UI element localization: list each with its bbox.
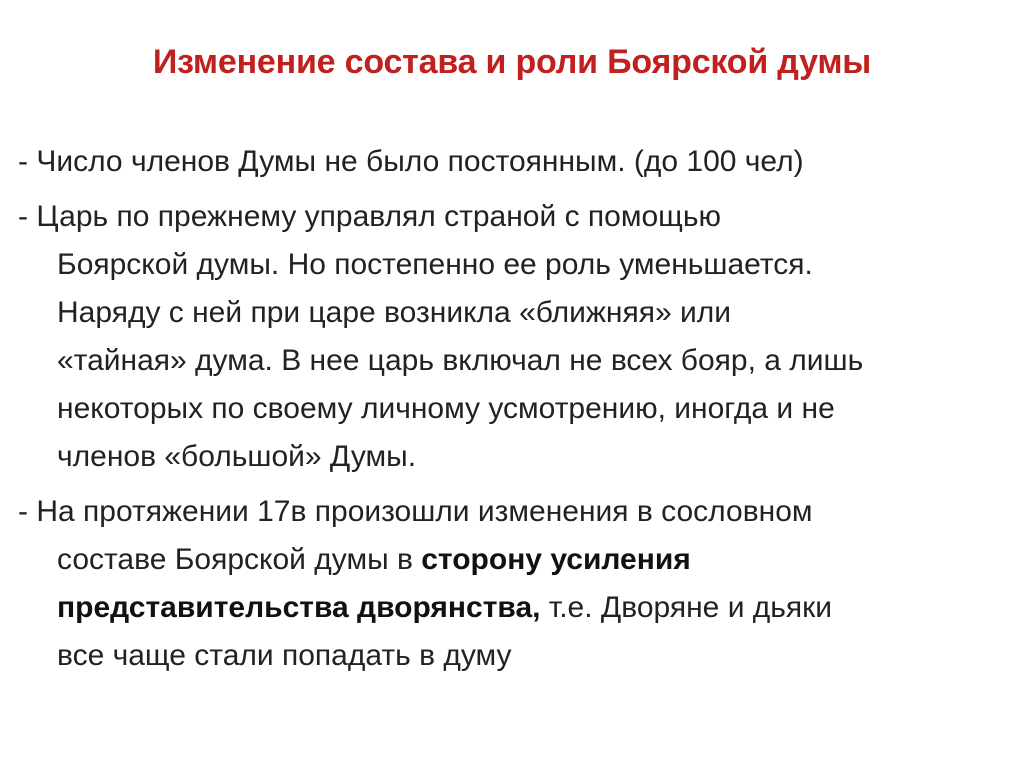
bullet-text: т.е. Дворяне и дьяки (540, 591, 833, 624)
bullet-text: составе Боярской думы в (57, 543, 422, 576)
bullet-line: некоторых по своему личному усмотрению, иногда и не (57, 392, 835, 425)
bullet-tsar-rule (18, 193, 1024, 481)
bullet-line: Наряду с ней при царе возникла «ближняя» или (57, 296, 732, 329)
bullet-line: все чаще стали попадать в думу (57, 639, 512, 672)
bullet-line: - Царь по прежнему управлял страной с помощью (18, 200, 721, 233)
bullet-line (57, 536, 1024, 584)
bullet-line: «тайная» дума. В нее царь включал не всех бояр, а лишь (57, 344, 864, 377)
bullet-line: Боярской думы. Но постепенно ее роль уменьшается. (57, 248, 813, 281)
slide-body (18, 138, 1024, 687)
bullet-emphasis: сторону усиления (421, 543, 691, 576)
bullet-emphasis: представительства дворянства, (57, 591, 541, 624)
bullet-17th-century-changes (18, 488, 1024, 680)
bullet-line: - На протяжении 17в произошли изменения в сословном (18, 495, 813, 528)
bullet-line (57, 584, 1024, 632)
slide-title: Изменение состава и роли Боярской думы (152, 43, 872, 81)
bullet-line: членов «большой» Думы. (57, 440, 417, 473)
bullet-member-count (18, 138, 1024, 186)
bullet-line: - Число членов Думы не было постоянным. (до 100 чел) (18, 145, 804, 178)
